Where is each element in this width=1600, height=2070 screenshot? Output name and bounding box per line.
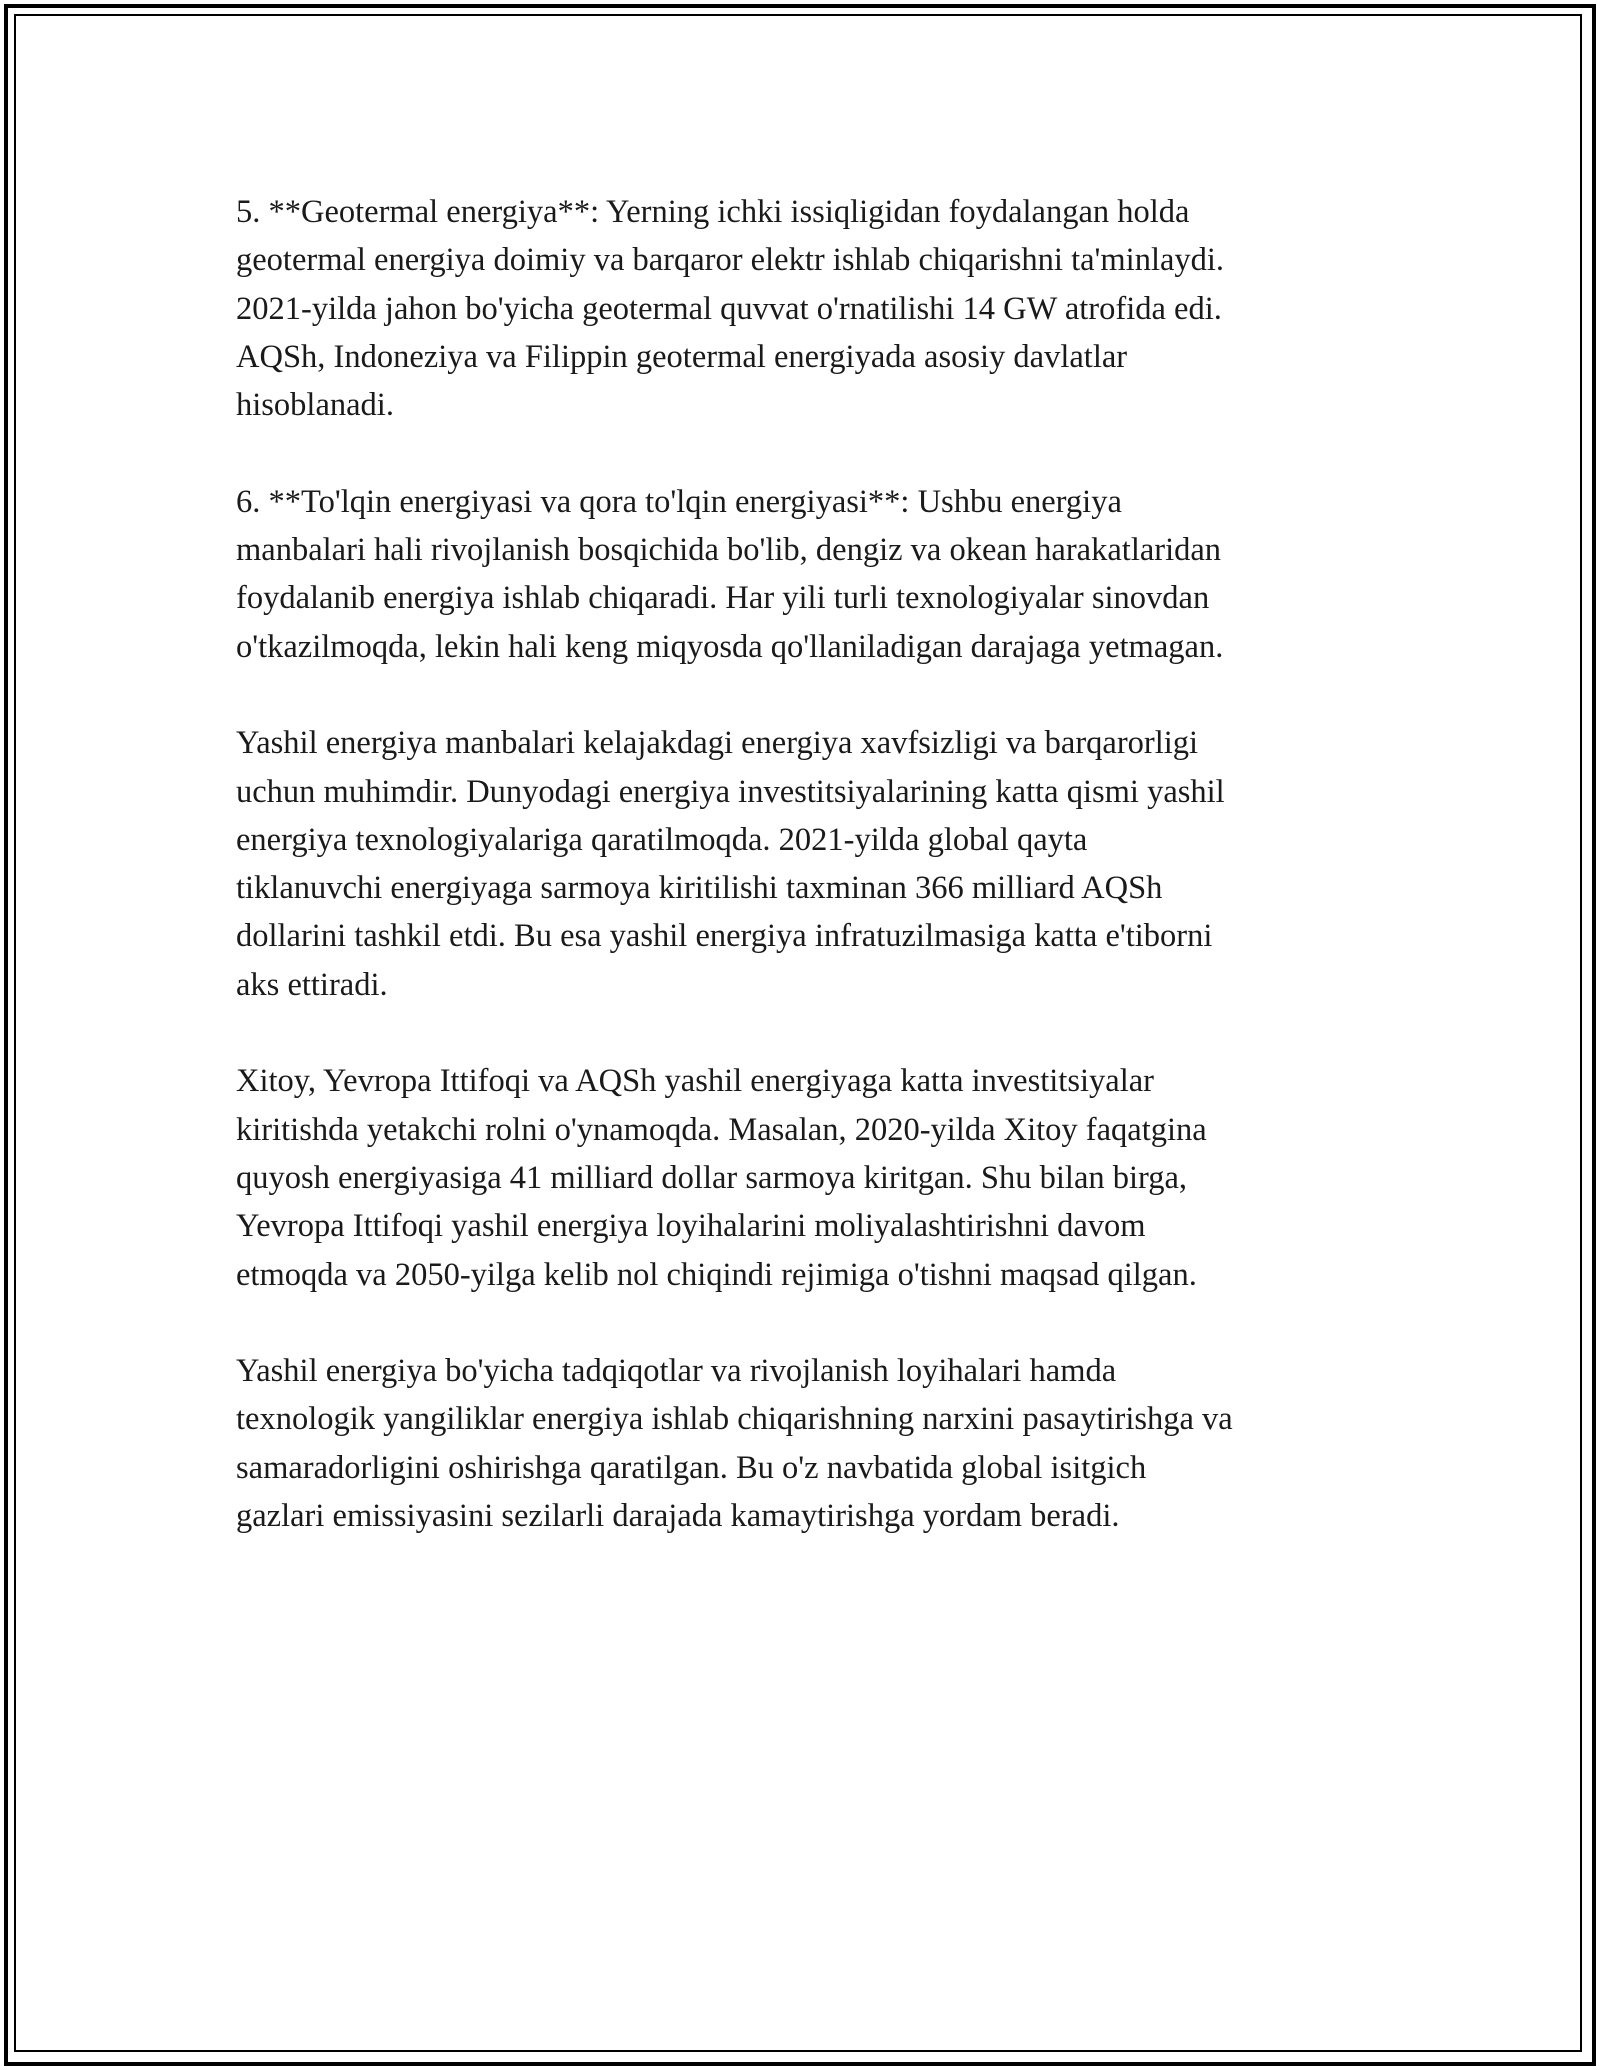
text-line: geotermal energiya doimiy va barqaror elektr ishlab chiqarishni ta'minlaydi.: [236, 242, 1225, 279]
text-line: Yevropa Ittifoqi yashil energiya loyihalarini moliyalashtirishni davom: [236, 1208, 1146, 1245]
text-line: 6. **To'lqin energiyasi va qora to'lqin energiyasi**: Ushbu energiya: [236, 483, 1122, 520]
paragraph-wave-energy: [236, 478, 1376, 671]
text-line: hisoblanadi.: [236, 387, 394, 424]
text-line: etmoqda va 2050-yilga kelib nol chiqindi rejimiga o'tishni maqsad qilgan.: [236, 1256, 1197, 1293]
text-line: energiya texnologiyalariga qaratilmoqda. 2021-yilda global qayta: [236, 821, 1088, 858]
text-line: AQSh, Indoneziya va Filippin geotermal energiyada asosiy davlatlar: [236, 338, 1128, 375]
document-body: [236, 188, 1376, 1589]
text-line: Yashil energiya manbalari kelajakdagi energiya xavfsizligi va barqarorligi: [236, 725, 1199, 762]
text-line: tiklanuvchi energiyaga sarmoya kiritilishi taxminan 366 milliard AQSh: [236, 870, 1163, 907]
text-line: gazlari emissiyasini sezilarli darajada kamaytirishga yordam beradi.: [236, 1498, 1120, 1535]
text-line: kiritishda yetakchi rolni o'ynamoqda. Masalan, 2020-yilda Xitoy faqatgina: [236, 1111, 1207, 1148]
paragraph-investment-leaders: [236, 1057, 1376, 1298]
text-line: dollarini tashkil etdi. Bu esa yashil energiya infratuzilmasiga katta e'tiborni: [236, 918, 1213, 955]
text-line: Xitoy, Yevropa Ittifoqi va AQSh yashil energiyaga katta investitsiyalar: [236, 1063, 1154, 1100]
text-line: Yashil energiya bo'yicha tadqiqotlar va rivojlanish loyihalari hamda: [236, 1353, 1117, 1390]
paragraph-green-energy-importance: [236, 719, 1376, 1009]
text-line: samaradorligini oshirishga qaratilgan. Bu o'z navbatida global isitgich: [236, 1449, 1147, 1486]
text-line: o'tkazilmoqda, lekin hali keng miqyosda qo'llaniladigan darajaga yetmagan.: [236, 628, 1224, 665]
text-line: foydalanib energiya ishlab chiqaradi. Har yili turli texnologiyalar sinovdan: [236, 580, 1210, 617]
text-line: manbalari hali rivojlanish bosqichida bo'lib, dengiz va okean harakatlaridan: [236, 532, 1222, 569]
text-line: quyosh energiyasiga 41 milliard dollar sarmoya kiritgan. Shu bilan birga,: [236, 1159, 1188, 1196]
text-line: uchun muhimdir. Dunyodagi energiya investitsiyalarining katta qismi yashil: [236, 773, 1225, 810]
text-line: 5. **Geotermal energiya**: Yerning ichki issiqligidan foydalangan holda: [236, 194, 1190, 230]
paragraph-geothermal: [236, 188, 1376, 429]
paragraph-research-development: [236, 1347, 1376, 1540]
text-line: texnologik yangiliklar energiya ishlab chiqarishning narxini pasaytirishga va: [236, 1401, 1233, 1438]
text-line: 2021-yilda jahon bo'yicha geotermal quvvat o'rnatilishi 14 GW atrofida edi.: [236, 290, 1222, 327]
text-line: aks ettiradi.: [236, 966, 388, 1003]
